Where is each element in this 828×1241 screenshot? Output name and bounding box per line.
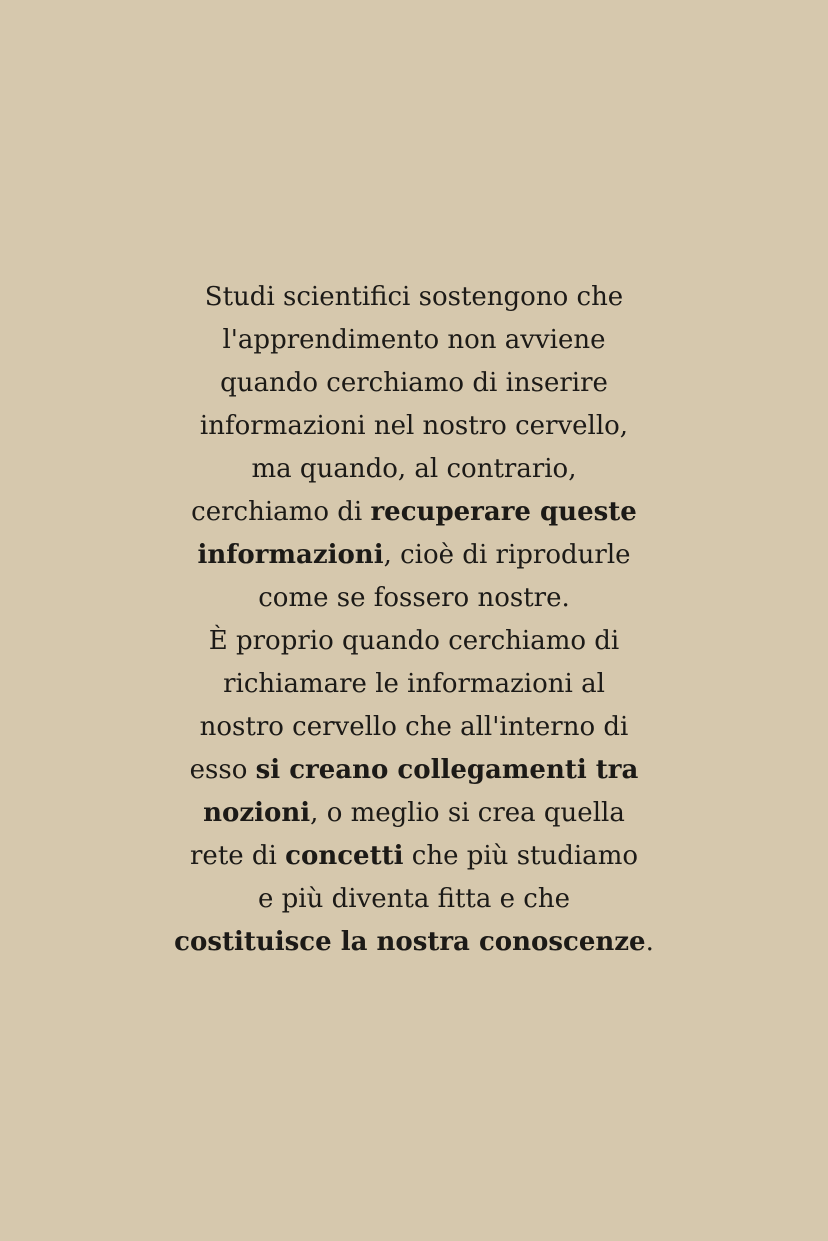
body-text: richiamare le informazioni al — [223, 669, 605, 699]
body-text: l'apprendimento non avviene — [222, 325, 606, 355]
body-text: come se fossero nostre. — [258, 583, 570, 613]
body-text: nostro cervello che all'interno di — [199, 712, 629, 742]
body-paragraph — [140, 276, 688, 964]
paragraph-line — [140, 749, 688, 792]
body-text: , cioè di riprodurle — [383, 540, 631, 570]
emphasized-text: concetti — [285, 841, 404, 871]
paragraph-line — [140, 921, 688, 964]
body-text: quando cerchiamo di inserire — [220, 368, 608, 398]
body-text: che più studiamo — [403, 841, 638, 871]
body-text: , o meglio si crea quella — [310, 798, 625, 828]
body-text: Studi scientifici sostengono che — [204, 282, 624, 312]
paragraph-line — [140, 319, 688, 362]
paragraph-line — [140, 663, 688, 706]
body-text: e più diventa fitta e che — [258, 884, 570, 914]
emphasized-text: informazioni — [197, 540, 384, 570]
paragraph-line — [140, 792, 688, 835]
paragraph-line — [140, 534, 688, 577]
emphasized-text: costituisce la nostra conoscenze — [174, 927, 646, 957]
body-text: cerchiamo di — [191, 497, 371, 527]
paragraph-line — [140, 362, 688, 405]
body-text: È proprio quando cerchiamo di — [208, 626, 620, 656]
emphasized-text: nozioni — [203, 798, 311, 828]
emphasized-text: si creano collegamenti tra — [255, 755, 639, 785]
body-text: informazioni nel nostro cervello, — [199, 411, 629, 441]
paragraph-line — [140, 577, 688, 620]
body-text: rete di — [190, 841, 286, 871]
emphasized-text: recuperare queste — [370, 497, 637, 527]
paragraph-line — [140, 448, 688, 491]
body-text: esso — [189, 755, 256, 785]
paragraph-line — [140, 276, 688, 319]
paragraph-line — [140, 835, 688, 878]
paragraph-line — [140, 878, 688, 921]
body-text: . — [645, 927, 654, 957]
body-text: ma quando, al contrario, — [251, 454, 577, 484]
paragraph-line — [140, 620, 688, 663]
paragraph-line — [140, 491, 688, 534]
paragraph-line — [140, 405, 688, 448]
paragraph-line — [140, 706, 688, 749]
